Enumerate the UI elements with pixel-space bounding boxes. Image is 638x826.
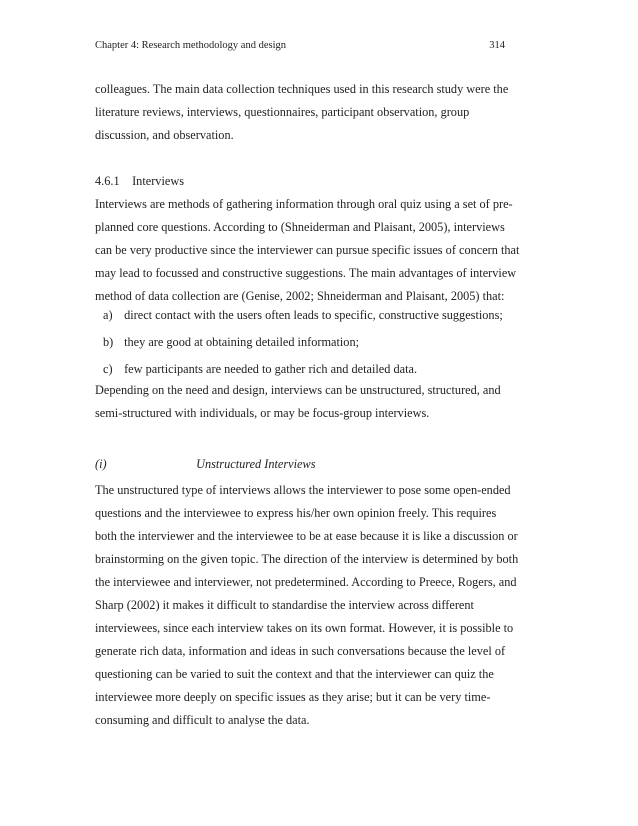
- list-marker: b): [103, 335, 114, 349]
- section-number: 4.6.1: [95, 174, 120, 188]
- advantages-list: [95, 304, 503, 381]
- text-line: generate rich data, information and ideas in such conversations because the level of: [95, 644, 506, 658]
- paragraph-interviews: [95, 193, 520, 308]
- list-item: [95, 358, 503, 381]
- section-title: Unstructured Interviews: [196, 457, 316, 471]
- list-item: [95, 304, 503, 327]
- text-line: the interviewee and interviewer, not predetermined. According to Preece, Rogers, and: [95, 575, 517, 589]
- paragraph-unstructured: [95, 479, 519, 732]
- text-line: both the interviewer and the interviewee to be at ease because it is like a discussion or: [95, 529, 518, 543]
- section-heading-interviews: [95, 170, 184, 193]
- text-line: planned core questions. According to (Shneiderman and Plaisant, 2005), interviews: [95, 220, 505, 234]
- list-marker: a): [103, 308, 113, 322]
- list-item: [95, 331, 503, 354]
- text-line: Depending on the need and design, interviews can be unstructured, structured, and: [95, 383, 501, 397]
- text-line: consuming and difficult to analyse the data.: [95, 713, 310, 727]
- text-line: Interviews are methods of gathering information through oral quiz using a set of pre-: [95, 197, 513, 211]
- text-line: questioning can be varied to suit the context and that the interviewer can quiz the: [95, 667, 494, 681]
- text-line: semi-structured with individuals, or may be focus-group interviews.: [95, 406, 430, 420]
- chapter-title: Chapter 4: Research methodology and design: [95, 40, 286, 51]
- list-item-text: direct contact with the users often leads to specific, constructive suggestions;: [124, 308, 503, 322]
- text-line: interviewees, since each interview takes on its own format. However, it is possible to: [95, 621, 514, 635]
- section-heading-unstructured: [95, 453, 316, 476]
- text-line: colleagues. The main data collection techniques used in this research study were the: [95, 82, 509, 96]
- text-line: questions and the interviewee to express his/her own opinion freely. This requires: [95, 506, 497, 520]
- text-line: may lead to focussed and constructive suggestions. The main advantages of interview: [95, 266, 517, 280]
- paragraph-intro: [95, 78, 515, 147]
- text-line: The unstructured type of interviews allows the interviewer to pose some open-ended: [95, 483, 511, 497]
- text-line: can be very productive since the interviewer can pursue specific issues of concern that: [95, 243, 520, 257]
- running-header: [95, 40, 505, 51]
- section-number: (i): [95, 457, 107, 471]
- page-number: 314: [489, 40, 505, 51]
- list-item-text: few participants are needed to gather rich and detailed data.: [124, 362, 418, 376]
- text-line: literature reviews, interviews, questionnaires, participant observation, group: [95, 105, 470, 119]
- list-marker: c): [103, 362, 113, 376]
- text-line: brainstorming on the given topic. The direction of the interview is determined by both: [95, 552, 519, 566]
- section-title: Interviews: [132, 174, 184, 188]
- text-line: method of data collection are (Genise, 2002; Shneiderman and Plaisant, 2005) that:: [95, 289, 505, 303]
- list-item-text: they are good at obtaining detailed information;: [124, 335, 360, 349]
- text-line: interviewee more deeply on specific issues as they arise; but it can be very time-: [95, 690, 491, 704]
- paragraph-types: [95, 379, 515, 425]
- text-line: discussion, and observation.: [95, 128, 234, 142]
- text-line: Sharp (2002) it makes it difficult to standardise the interview across different: [95, 598, 474, 612]
